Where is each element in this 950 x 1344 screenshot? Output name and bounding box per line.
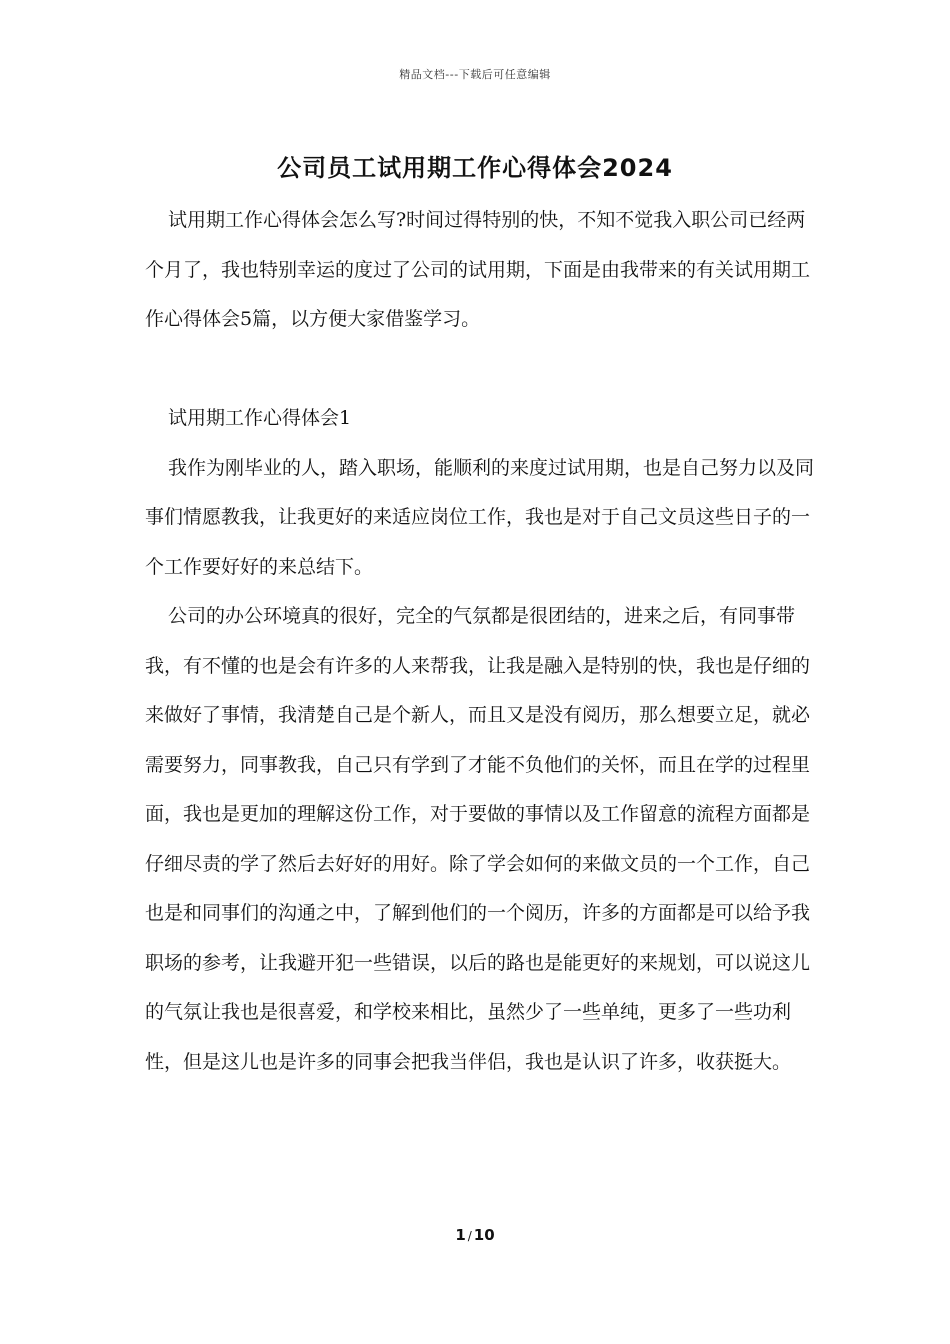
page-header: 精品文档---下载后可任意编辑 xyxy=(399,68,551,81)
page-number xyxy=(0,1226,950,1244)
section-heading: 试用期工作心得体会1 xyxy=(168,407,352,429)
intro-paragraph: 试用期工作心得体会怎么写?时间过得特别的快，不知不觉我入职公司已经两个月了，我也特别幸运的度过了公司的试用期，下面是由我带来的有关试用期工作心得体会5篇，以方便大家借鉴学习。 xyxy=(145,209,811,330)
document-title: 公司员工试用期工作心得体会2024 xyxy=(277,154,673,182)
body-paragraph: 我作为刚毕业的人，踏入职场，能顺利的来度过试用期，也是自己努力以及同事们情愿教我，让我更好的来适应岗位工作，我也是对于自己文员这些日子的一个工作要好好的来总结下。 xyxy=(145,456,815,578)
page-separator: / xyxy=(467,1229,472,1243)
page-total: 10 xyxy=(473,1226,495,1244)
page-current: 1 xyxy=(455,1226,466,1244)
body-paragraph: 公司的办公环境真的很好，完全的气氛都是很团结的，进来之后，有同事带我，有不懂的也是会有许多的人来帮我，让我是融入是特别的快，我也是仔细的来做好了事情，我清楚自己是个新人，而且又是没有阅历，那么想要立足，就必需要努力，同事教我，自己只有学到了才能不负他们的关怀，而且在学的过程里面，我也是更加的理解这份工作，对于要做的事情以及工作留意的流程方面都是仔细尽责的学了然后去好好的用好。除了学会如何的来做文员的一个工作，自己也是和同事们的沟通之中，了解到他们的一个阅历，许多的方面都是可以给予我职场的参考，让我避开犯一些错误，以后的路也是能更好的来规划，可以说这儿的气氛让我也是很喜爱，和学校来相比，虽然少了一些单纯，更多了一些功利性，但是这儿也是许多的同事会把我当伴侣，我也是认识了许多，收获挺大。 xyxy=(145,605,811,1073)
document-body xyxy=(145,196,817,1087)
